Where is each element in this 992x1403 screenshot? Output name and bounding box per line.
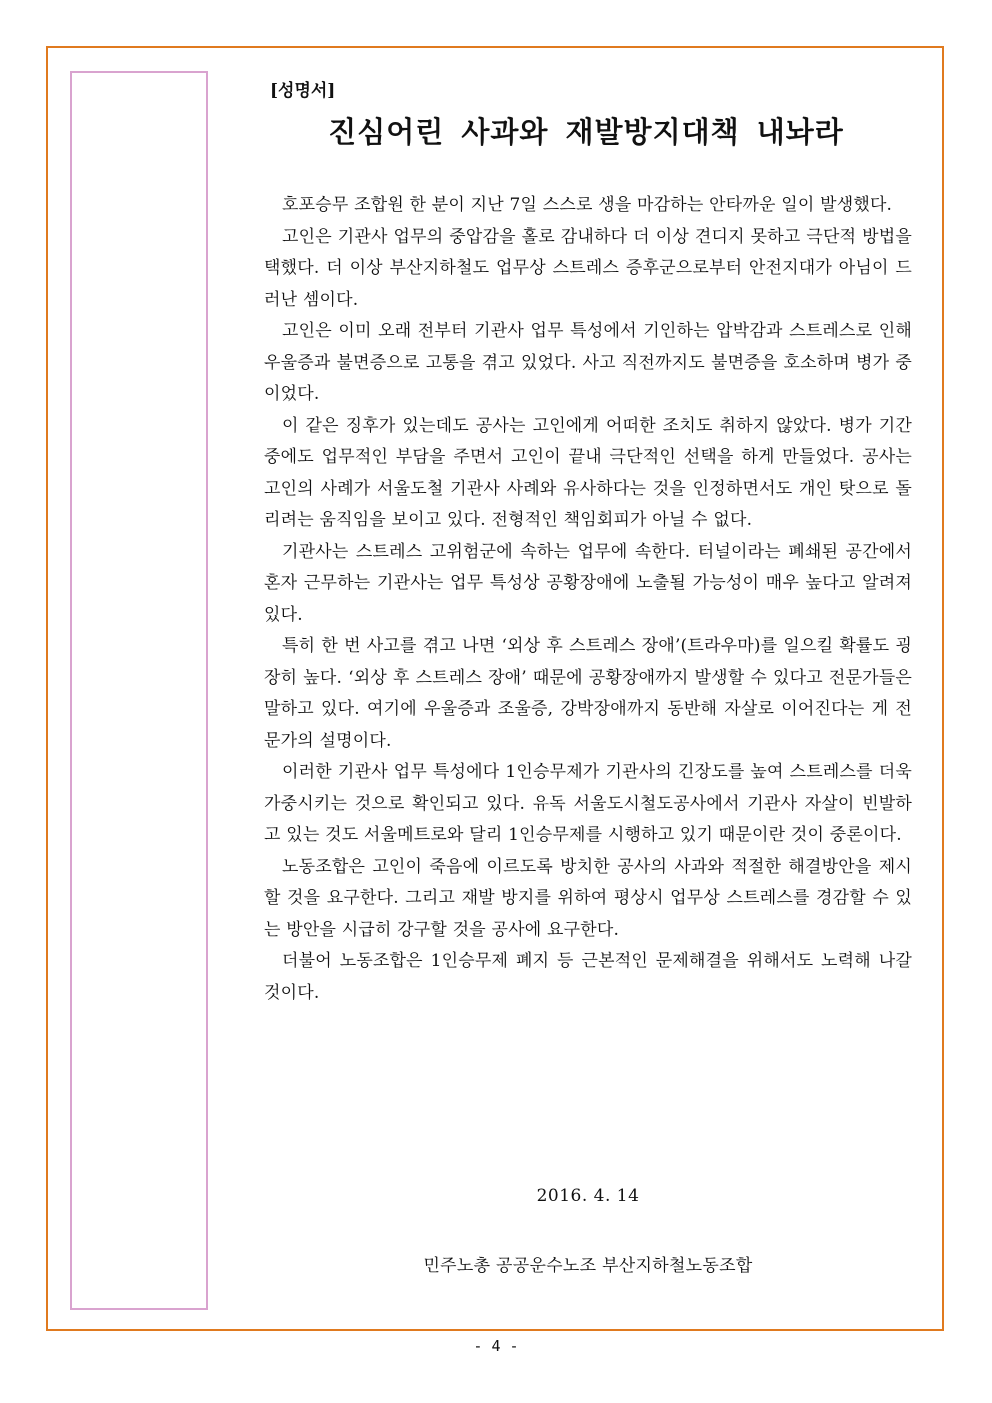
issuing-organization: 민주노총 공공운수노조 부산지하철노동조합 [423,1256,753,1276]
document-title: 진심어린 사과와 재발방지대책 내놔라 [328,115,844,149]
paragraph: 고인은 이미 오래 전부터 기관사 업무 특성에서 기인하는 압박감과 스트레스로 인해 우울증과 불면증으로 고통을 겪고 있었다. 사고 직전까지도 불면증을 호소하며 병가 중이었다. [264,321,912,404]
paragraph: 고인은 기관사 업무의 중압감을 홀로 감내하다 더 이상 견디지 못하고 극단적 방법을 택했다. 더 이상 부산지하철도 업무상 스트레스 증후군으로부터 안전지대가 아님이 드러난 셈이다. [264,226,912,310]
page-number: - 4 - [473,1337,519,1355]
paragraph: 이 같은 징후가 있는데도 공사는 고인에게 어떠한 조치도 취하지 않았다. 병가 기간 중에도 업무적인 부담을 주면서 고인이 끝내 극단적인 선택을 하게 만들었다. 공사는 고인의 사례가 서울도철 기관사 사례와 유사하다는 것을 인정하면서도 개인 탓으로 돌리려는 움직임을 보이고 있다. 전형적인 책임회피가 아닐 수 없다. [264,415,912,530]
margin-box [70,71,208,1310]
paragraph: 기관사는 스트레스 고위험군에 속하는 업무에 속한다. 터널이라는 폐쇄된 공간에서 혼자 근무하는 기관사는 업무 특성상 공황장애에 노출될 가능성이 매우 높다고 알려져 있다. [264,541,912,625]
paragraph: 노동조합은 고인이 죽음에 이르도록 방치한 공사의 사과와 적절한 해결방안을 제시할 것을 요구한다. 그리고 재발 방지를 위하여 평상시 업무상 스트레스를 경감할 수 있는 방안을 시급히 강구할 것을 공사에 요구한다. [264,856,912,940]
paragraph: 이러한 기관사 업무 특성에다 1인승무제가 기관사의 긴장도를 높여 스트레스를 더욱 가중시키는 것으로 확인되고 있다. 유독 서울도시철도공사에서 기관사 자살이 빈발하고 있는 것도 서울메트로와 달리 1인승무제를 시행하고 있기 때문이란 것이 중론이다. [264,762,912,845]
statement-body [264,190,912,1009]
paragraph: 더불어 노동조합은 1인승무제 폐지 등 근본적인 문제해결을 위해서도 노력해 나갈 것이다. [264,951,912,1003]
paragraph: 호포승무 조합원 한 분이 지난 7일 스스로 생을 마감하는 안타까운 일이 발생했다. [282,195,893,215]
document-label: [성명서] [270,81,336,101]
paragraph: 특히 한 번 사고를 겪고 나면 ‘외상 후 스트레스 장애’(트라우마)를 일으킬 확률도 굉장히 높다. ‘외상 후 스트레스 장애’ 때문에 공황장애까지 발생할 수 있다고 전문가들은 말하고 있다. 여기에 우울증과 조울증, 강박장애까지 동반해 자살로 이어진다는 게 전문가의 설명이다. [264,636,912,751]
statement-date: 2016. 4. 14 [536,1186,640,1206]
